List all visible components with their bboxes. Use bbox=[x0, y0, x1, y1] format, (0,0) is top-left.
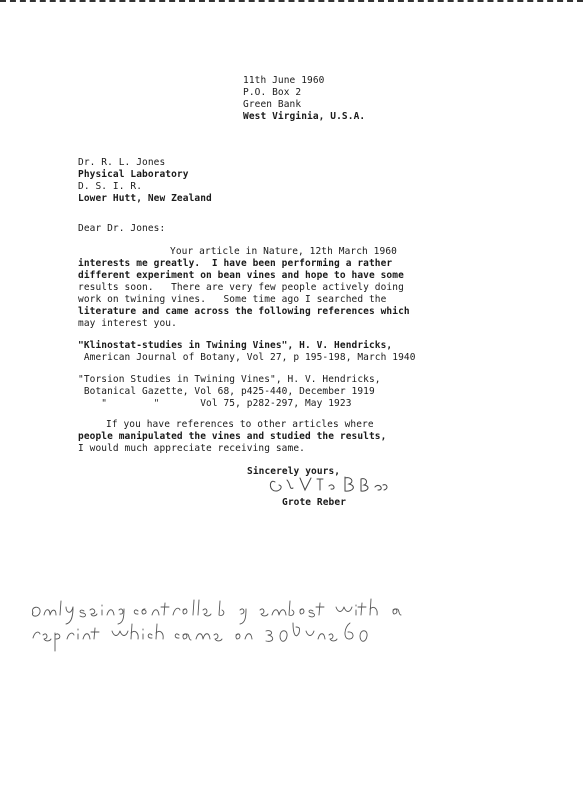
salutation: Dear Dr. Jones: bbox=[78, 223, 166, 234]
body-line-7: may interest you. bbox=[78, 318, 177, 329]
reference-1-line-1: "Klinostat-studies in Twining Vines", H. V. Hendricks, bbox=[78, 340, 393, 351]
handwritten-note bbox=[28, 593, 418, 657]
top-scan-border bbox=[0, 0, 583, 5]
closing-paragraph-line-1: If you have references to other articles where bbox=[106, 419, 374, 430]
closing-paragraph-line-2: people manipulated the vines and studied the results, bbox=[78, 431, 387, 442]
sender-address-line-4: West Virginia, U.S.A. bbox=[243, 111, 366, 122]
reference-2-line-2: Botanical Gazette, Vol 68, p425-440, December 1919 bbox=[78, 386, 375, 397]
body-line-1: Your article in Nature, 12th March 1960 bbox=[170, 246, 397, 257]
sender-address-line-2: P.O. Box 2 bbox=[243, 87, 302, 98]
body-line-3: different experiment on bean vines and hope to have some bbox=[78, 270, 404, 281]
body-line-2: interests me greatly. I have been performing a rather bbox=[78, 258, 393, 269]
body-line-6: literature and came across the following references which bbox=[78, 306, 410, 317]
recipient-address-line-3: D. S. I. R. bbox=[78, 181, 143, 192]
body-line-5: work on twining vines. Some time ago I searched the bbox=[78, 294, 387, 305]
reference-1-line-2: American Journal of Botany, Vol 27, p 195-198, March 1940 bbox=[78, 352, 416, 363]
handwritten-signature bbox=[265, 472, 395, 498]
closing-salutation: Sincerely yours, bbox=[247, 466, 341, 477]
date-line: 11th June 1960 bbox=[243, 75, 325, 86]
closing-paragraph-line-3: I would much appreciate receiving same. bbox=[78, 443, 305, 454]
signature-typed-name: Grote Reber bbox=[282, 497, 347, 508]
body-line-4: results soon. There are very few people actively doing bbox=[78, 282, 404, 293]
recipient-name: Dr. R. L. Jones bbox=[78, 157, 166, 168]
recipient-address-line-2: Physical Laboratory bbox=[78, 169, 189, 180]
sender-address-line-3: Green Bank bbox=[243, 99, 302, 110]
reference-2-line-3: " " Vol 75, p282-297, May 1923 bbox=[78, 398, 352, 409]
reference-2-line-1: "Torsion Studies in Twining Vines", H. V. Hendricks, bbox=[78, 374, 381, 385]
recipient-address-line-4: Lower Hutt, New Zealand bbox=[78, 193, 212, 204]
